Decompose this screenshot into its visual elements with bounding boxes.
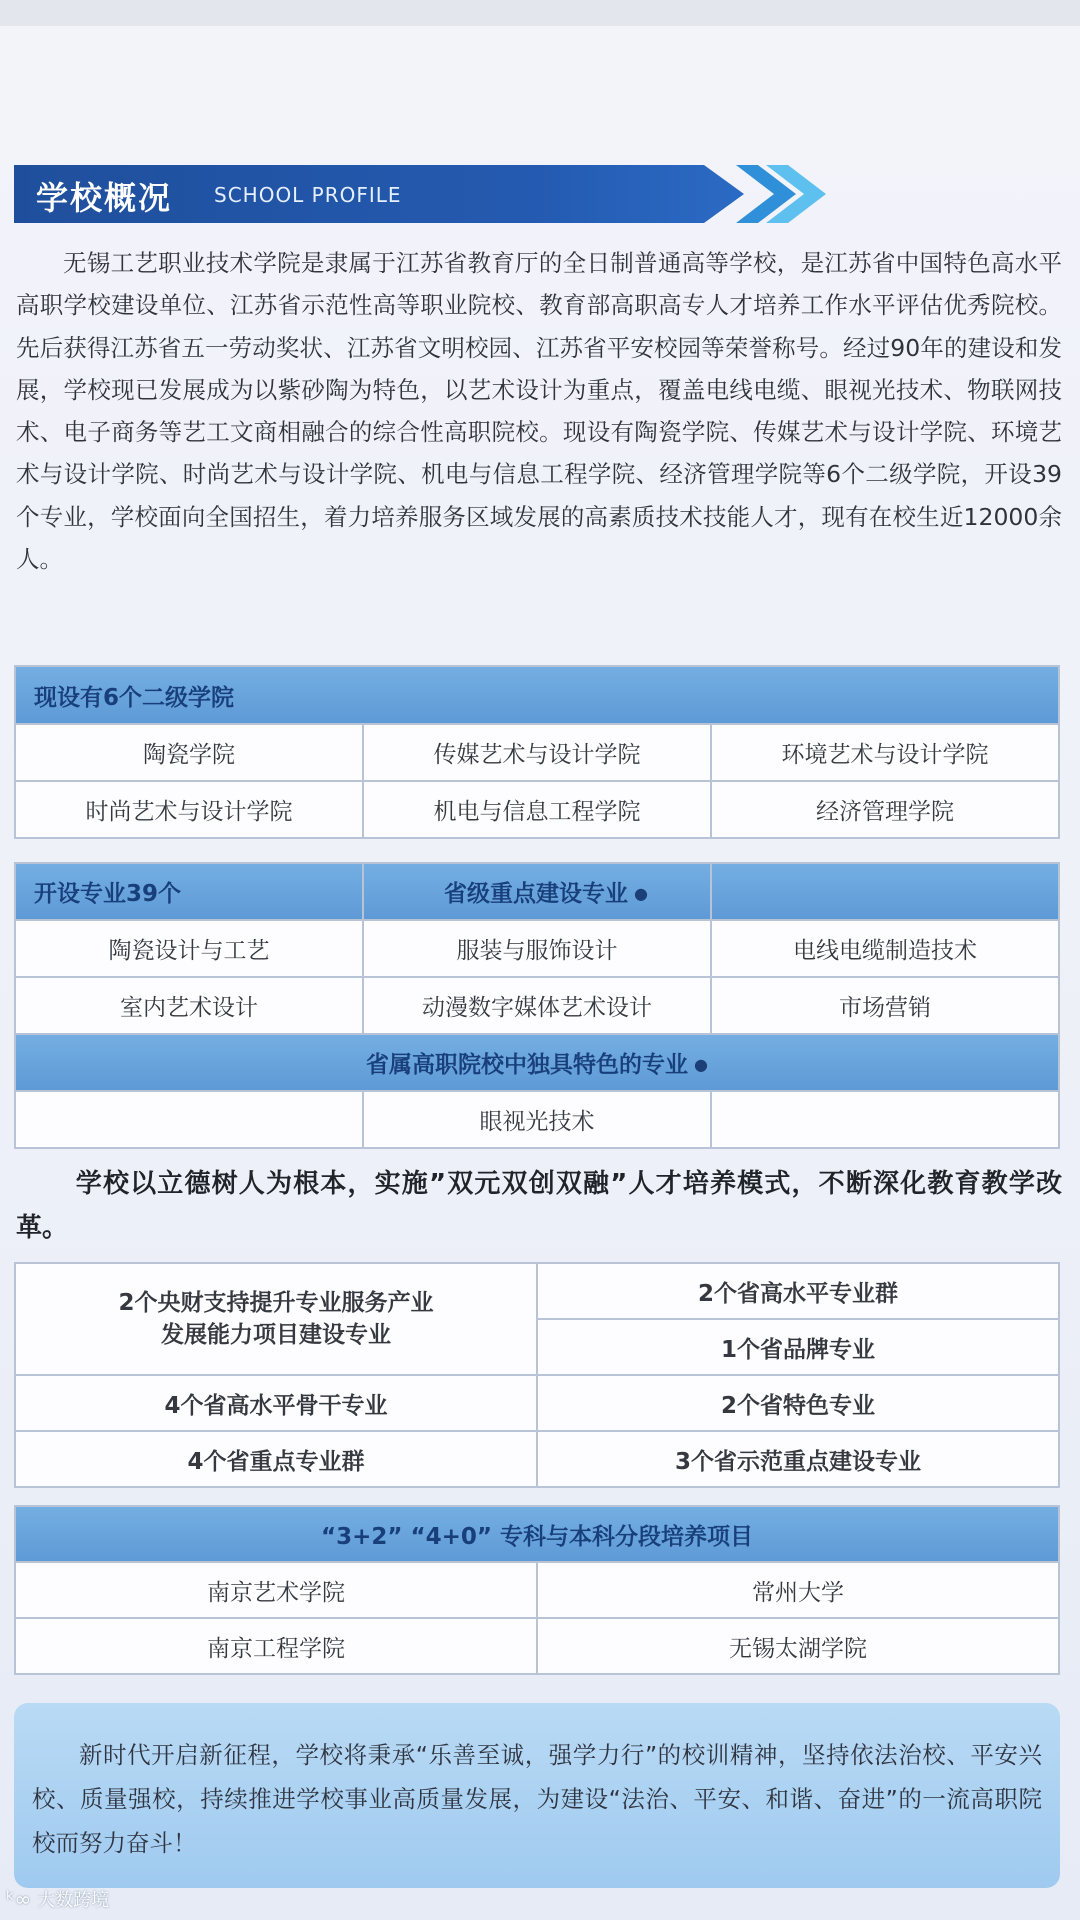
- achievement-cell: 4个省重点专业群: [15, 1431, 537, 1487]
- majors-count-header: [15, 863, 363, 920]
- major-cell: 眼视光技术: [363, 1091, 711, 1148]
- achievement-cell: [15, 1263, 537, 1375]
- provincial-key-header: [363, 863, 711, 920]
- college-cell: 陶瓷学院: [15, 724, 363, 781]
- majors-table: [14, 862, 1060, 1149]
- header-fill: [711, 863, 1059, 920]
- top-strip: [0, 0, 1080, 26]
- partner-cell: 常州大学: [537, 1562, 1059, 1618]
- major-cell: 服装与服饰设计: [363, 920, 711, 977]
- special-major-label: 省属高职院校中独具特色的专业: [366, 1052, 689, 1078]
- partner-cell: 南京工程学院: [15, 1618, 537, 1674]
- major-cell: 市场营销: [711, 977, 1059, 1034]
- majors-count-label: 开设专业39个: [34, 881, 182, 907]
- college-cell: 时尚艺术与设计学院: [15, 781, 363, 838]
- special-major-header: [15, 1034, 1059, 1091]
- college-cell: 机电与信息工程学院: [363, 781, 711, 838]
- major-cell: 电线电缆制造技术: [711, 920, 1059, 977]
- section-title: 学校概况: [36, 179, 173, 217]
- major-cell: 陶瓷设计与工艺: [15, 920, 363, 977]
- watermark: [6, 1884, 109, 1914]
- major-cell: 动漫数字媒体艺术设计: [363, 977, 711, 1034]
- bullet-dot-icon: ●: [634, 884, 648, 903]
- partner-cell: 无锡太湖学院: [537, 1618, 1059, 1674]
- achievement-cell: 2个省特色专业: [537, 1375, 1059, 1431]
- college-cell: 经济管理学院: [711, 781, 1059, 838]
- education-statement: 学校以立德树人为根本，实施”双元双创双融”人才培养模式，不断深化教育教学改革。: [16, 1169, 1062, 1243]
- achievements-table: [14, 1262, 1060, 1488]
- bullet-dot-icon: ●: [694, 1055, 708, 1074]
- section-subtitle: SCHOOL PROFILE: [214, 183, 402, 207]
- colleges-header: 现设有6个二级学院: [15, 666, 1059, 724]
- partners-header: “3+2” “4+0” 专科与本科分段培养项目: [15, 1506, 1059, 1562]
- provincial-key-label: 省级重点建设专业: [444, 881, 629, 907]
- intro-paragraph: 无锡工艺职业技术学院是隶属于江苏省教育厅的全日制普通高等学校，是江苏省中国特色高水平高职学校建设单位、江苏省示范性高等职业院校、教育部高职高专人才培养工作水平评估优秀院校。先后获得江苏省五一劳动奖状、江苏省文明校园、江苏省平安校园等荣誉称号。经过90年的建设和发展，学校现已发展成为以紫砂陶为特色，以艺术设计为重点，覆盖电线电缆、眼视光技术、物联网技术、电子商务等艺工文商相融合的综合性高职院校。现设有陶瓷学院、传媒艺术与设计学院、环境艺术与设计学院、时尚艺术与设计学院、机电与信息工程学院、经济管理学院等6个二级学院，开设39个专业，学校面向全国招生，着力培养服务区域发展的高素质技术技能人才，现有在校生近12000余人。: [16, 249, 1062, 574]
- achievement-cell: 1个省品牌专业: [537, 1319, 1059, 1375]
- watermark-logo-icon: ᵏ∞: [6, 1887, 32, 1911]
- achievement-cell: 3个省示范重点建设专业: [537, 1431, 1059, 1487]
- major-cell: [711, 1091, 1059, 1148]
- closing-paragraph: 新时代开启新征程，学校将秉承“乐善至诚，强学力行”的校训精神，坚持依法治校、平安兴校、质量强校，持续推进学校事业高质量发展，为建设“法治、平安、和谐、奋进”的一流高职院校而努力奋斗！: [32, 1741, 1042, 1857]
- closing-box: [14, 1703, 1060, 1888]
- watermark-text: 大数跨境: [37, 1890, 110, 1911]
- major-cell: [15, 1091, 363, 1148]
- colleges-table: [14, 665, 1060, 839]
- college-cell: 环境艺术与设计学院: [711, 724, 1059, 781]
- college-cell: 传媒艺术与设计学院: [363, 724, 711, 781]
- partner-cell: 南京艺术学院: [15, 1562, 537, 1618]
- major-cell: 室内艺术设计: [15, 977, 363, 1034]
- achievement-cell: 4个省高水平骨干专业: [15, 1375, 537, 1431]
- achievement-cell: 2个省高水平专业群: [537, 1263, 1059, 1319]
- partners-table: [14, 1505, 1060, 1675]
- achievement-text: 2个央财支持提升专业服务产业发展能力项目建设专业: [118, 1290, 434, 1348]
- section-banner: [14, 165, 784, 223]
